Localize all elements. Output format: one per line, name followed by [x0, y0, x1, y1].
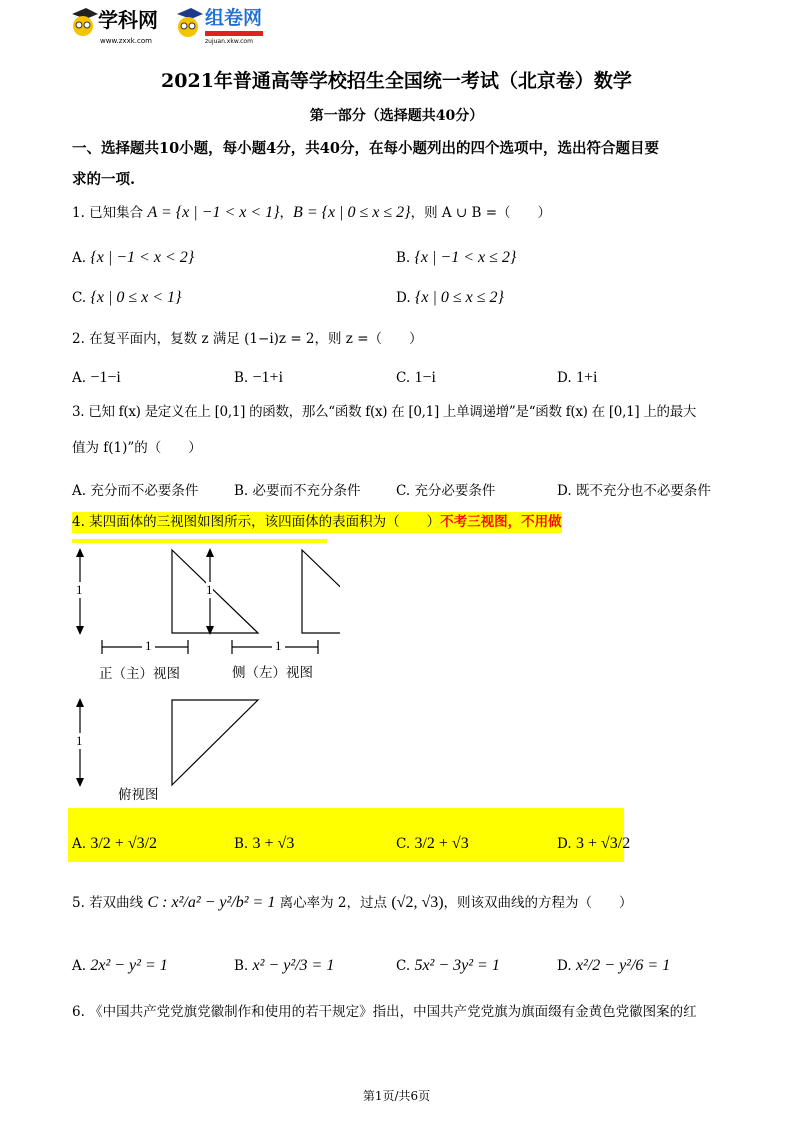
q2-option-a: A. −1−i [72, 369, 121, 386]
q1-option-b: B. {x | −1 < x ≤ 2} [396, 249, 517, 266]
mascot-icon [70, 6, 98, 40]
dimension-label: 1 [206, 582, 213, 597]
logo-red-bar [205, 31, 263, 36]
q1-option-c: C. {x | 0 ≤ x < 1} [72, 289, 182, 306]
xueke-logo-url: www.zxxk.com [100, 37, 152, 45]
q2-option-d: D. 1+i [557, 369, 598, 386]
three-view-labels [70, 545, 340, 805]
mascot-icon [175, 6, 203, 42]
q1-option-d: D. {x | 0 ≤ x ≤ 2} [396, 289, 504, 306]
front-view-label: 正（主）视图 [99, 666, 180, 682]
q5-option-d: D. x²/2 − y²/6 = 1 [557, 957, 671, 974]
q3-option-a: A. 充分而不必要条件 [72, 483, 199, 499]
section-heading: 一、选择题共10小题，每小题4分，共40分，在每小题列出的四个选项中，选出符合题目要 [72, 140, 659, 157]
section-heading-cont: 求的一项. [72, 171, 136, 188]
q1-option-a: A. {x | −1 < x < 2} [72, 249, 195, 266]
zujuan-logo [175, 6, 275, 48]
q3-option-d: D. 既不充分也不必要条件 [557, 483, 711, 499]
q3-option-c: C. 充分必要条件 [396, 483, 496, 499]
question-3: 3. 已知 f(x) 是定义在上 [0,1] 的函数，那么“函数 f(x) 在 [0,1] 上单调递增”是“函数 f(x) 在 [0,1] 上的最大 [72, 404, 697, 420]
q2-option-b: B. −1+i [234, 369, 284, 386]
xueke-logo [70, 6, 170, 48]
dimension-label: 1 [76, 733, 83, 748]
xueke-logo-text: 学科网 [98, 8, 158, 32]
q3-option-b: B. 必要而不充分条件 [234, 483, 361, 499]
q5-option-c: C. 5x² − 3y² = 1 [396, 957, 500, 974]
q4-option-c: C. 3/2 + √3 [396, 835, 469, 852]
zujuan-logo-text: 组卷网 [205, 7, 263, 29]
side-view-label: 侧（左）视图 [232, 665, 313, 681]
zujuan-logo-url: zujuan.xkw.com [205, 38, 253, 45]
q4-option-d: D. 3 + √3/2 [557, 835, 631, 852]
dimension-label: 1 [142, 638, 155, 654]
question-5: 5. 若双曲线 C : x²/a² − y²/b² = 1 离心率为 2，过点 (√2, √3)，则该双曲线的方程为（ ） [72, 894, 633, 911]
question-2: 2. 在复平面内，复数 z 满足 (1−i)z = 2，则 z =（ ） [72, 331, 423, 347]
dimension-label: 1 [272, 638, 285, 654]
q4-option-b: B. 3 + √3 [234, 835, 295, 852]
question-4: 4. 某四面体的三视图如图所示，该四面体的表面积为（ ）不考三视图，不用做 [72, 512, 562, 533]
highlight-strip [72, 539, 327, 543]
dimension-label: 1 [76, 582, 83, 597]
q2-option-c: C. 1−i [396, 369, 436, 386]
part-title: 第一部分（选择题共40分） [309, 108, 484, 124]
page-title: 2021年普通高等学校招生全国统一考试（北京卷）数学 [161, 70, 632, 92]
top-view-label: 俯视图 [118, 787, 159, 803]
page-footer: 第1页/共6页 [362, 1089, 431, 1103]
question-3-cont: 值为 f(1)”的（ ） [72, 440, 202, 456]
q4-option-a: A. 3/2 + √3/2 [72, 835, 158, 852]
q5-option-a: A. 2x² − y² = 1 [72, 957, 168, 974]
question-1: 1. 已知集合 A = {x | −1 < x < 1}，B = {x | 0 ≤ x ≤ 2}，则 A ∪ B =（ ） [72, 204, 552, 221]
q5-option-b: B. x² − y²/3 = 1 [234, 957, 335, 974]
question-6: 6. 《中国共产党党旗党徽制作和使用的若干规定》指出，中国共产党党旗为旗面缀有金黄色党徽图案的红 [72, 1004, 697, 1020]
